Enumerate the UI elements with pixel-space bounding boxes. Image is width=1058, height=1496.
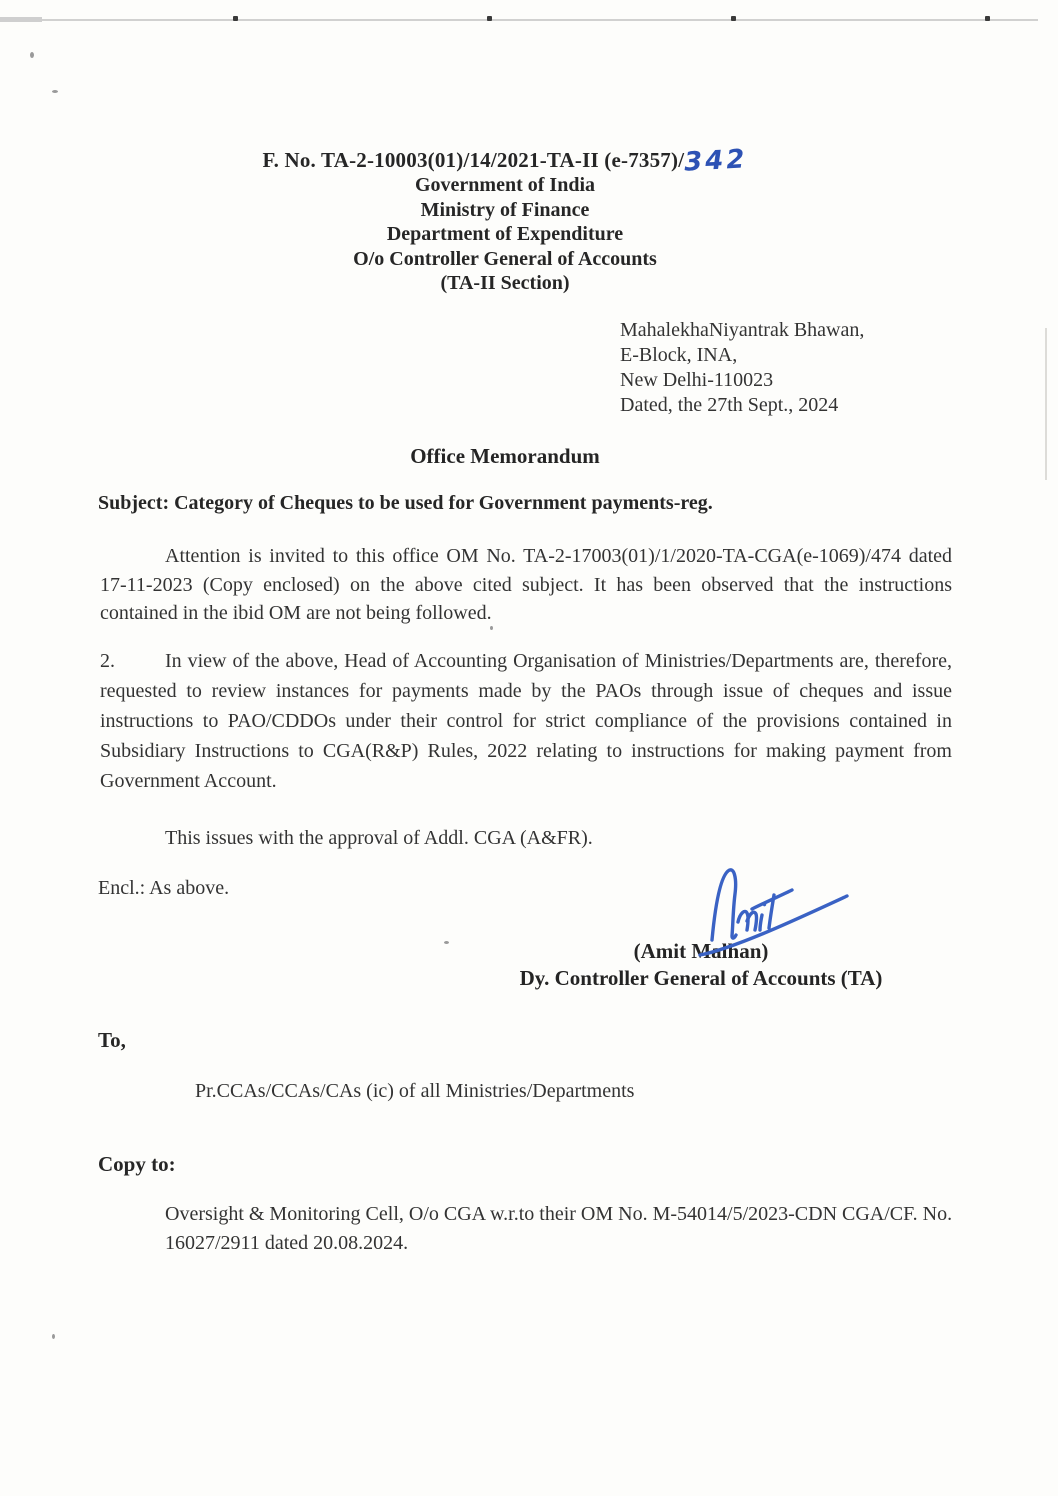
scan-edge-line: [42, 19, 1038, 21]
subject-line: Subject: Category of Cheques to be used for Government payments-reg.: [98, 492, 713, 514]
scan-speck: [444, 941, 449, 944]
paragraph-1: Attention is invited to this office OM No. TA-2-17003(01)/1/2020-TA-CGA(e-1069)/474 dated 17-11-2023 (Copy enclosed) on the above cited subject. It has been observed that the instructions contained in the ibid OM are not being followed.: [100, 545, 952, 624]
scan-edge-line-right: [1045, 328, 1047, 480]
org-line-govt: Government of India: [415, 174, 595, 196]
address-block: [620, 318, 864, 418]
approval-line: This issues with the approval of Addl. CGA (A&FR).: [165, 827, 593, 849]
letterhead: [0, 144, 1010, 296]
scan-dot: [487, 16, 492, 21]
scan-edge-stub: [0, 17, 42, 22]
org-line-section: (TA-II Section): [440, 272, 570, 294]
scan-dot: [233, 16, 238, 21]
paragraph-2-number: 2.: [100, 650, 115, 672]
signature-handwriting: [690, 858, 865, 968]
scan-speck: [52, 90, 58, 93]
org-line-office: O/o Controller General of Accounts: [353, 247, 657, 270]
enclosure-line: Encl.: As above.: [98, 877, 230, 899]
scan-speck: [52, 1334, 55, 1339]
address-line-building: MahalekhaNiyantrak Bhawan,: [620, 319, 865, 341]
date-line: Dated, the 27th Sept., 2024: [620, 394, 839, 416]
address-line-block: E-Block, INA,: [620, 344, 738, 366]
to-label: To,: [98, 1028, 126, 1052]
org-line-department: Department of Expenditure: [386, 223, 624, 245]
handwritten-number: 342: [683, 144, 749, 178]
org-line-ministry: Ministry of Finance: [420, 198, 590, 221]
signatory-name: (Amit Malhan): [633, 939, 769, 963]
copy-to-text: Oversight & Monitoring Cell, O/o CGA w.r.to their OM No. M-54014/5/2023-CDN CGA/CF. No. 16027/2911 dated 20.08.2024.: [165, 1203, 953, 1254]
paragraph-2: [100, 646, 952, 796]
document-title: Office Memorandum: [410, 444, 600, 468]
file-number-text: F. No. TA-2-10003(01)/14/2021-TA-II (e-7357)/: [262, 148, 685, 172]
paragraph-2-text: In view of the above, Head of Accounting Organisation of Ministries/Departments are, therefore, requested to review instances for payments made by the PAOs through issue of cheques and issue instructions to PAO/CDDOs under their control for strict compliance of the provisions contained in Subsidiary Instructions to CGA(R&P) Rules, 2022 relating to instructions for making payment from Government Account.: [100, 650, 952, 792]
to-recipient: Pr.CCAs/CCAs/CAs (ic) of all Ministries/Departments: [195, 1080, 635, 1102]
scan-speck: [30, 52, 34, 58]
file-number-line: [0, 144, 1010, 178]
scan-dot: [985, 16, 990, 21]
address-line-city: New Delhi-110023: [620, 369, 774, 391]
copy-to-label: Copy to:: [98, 1152, 176, 1176]
scan-dot: [731, 16, 736, 21]
signatory-designation: Dy. Controller General of Accounts (TA): [519, 966, 883, 990]
